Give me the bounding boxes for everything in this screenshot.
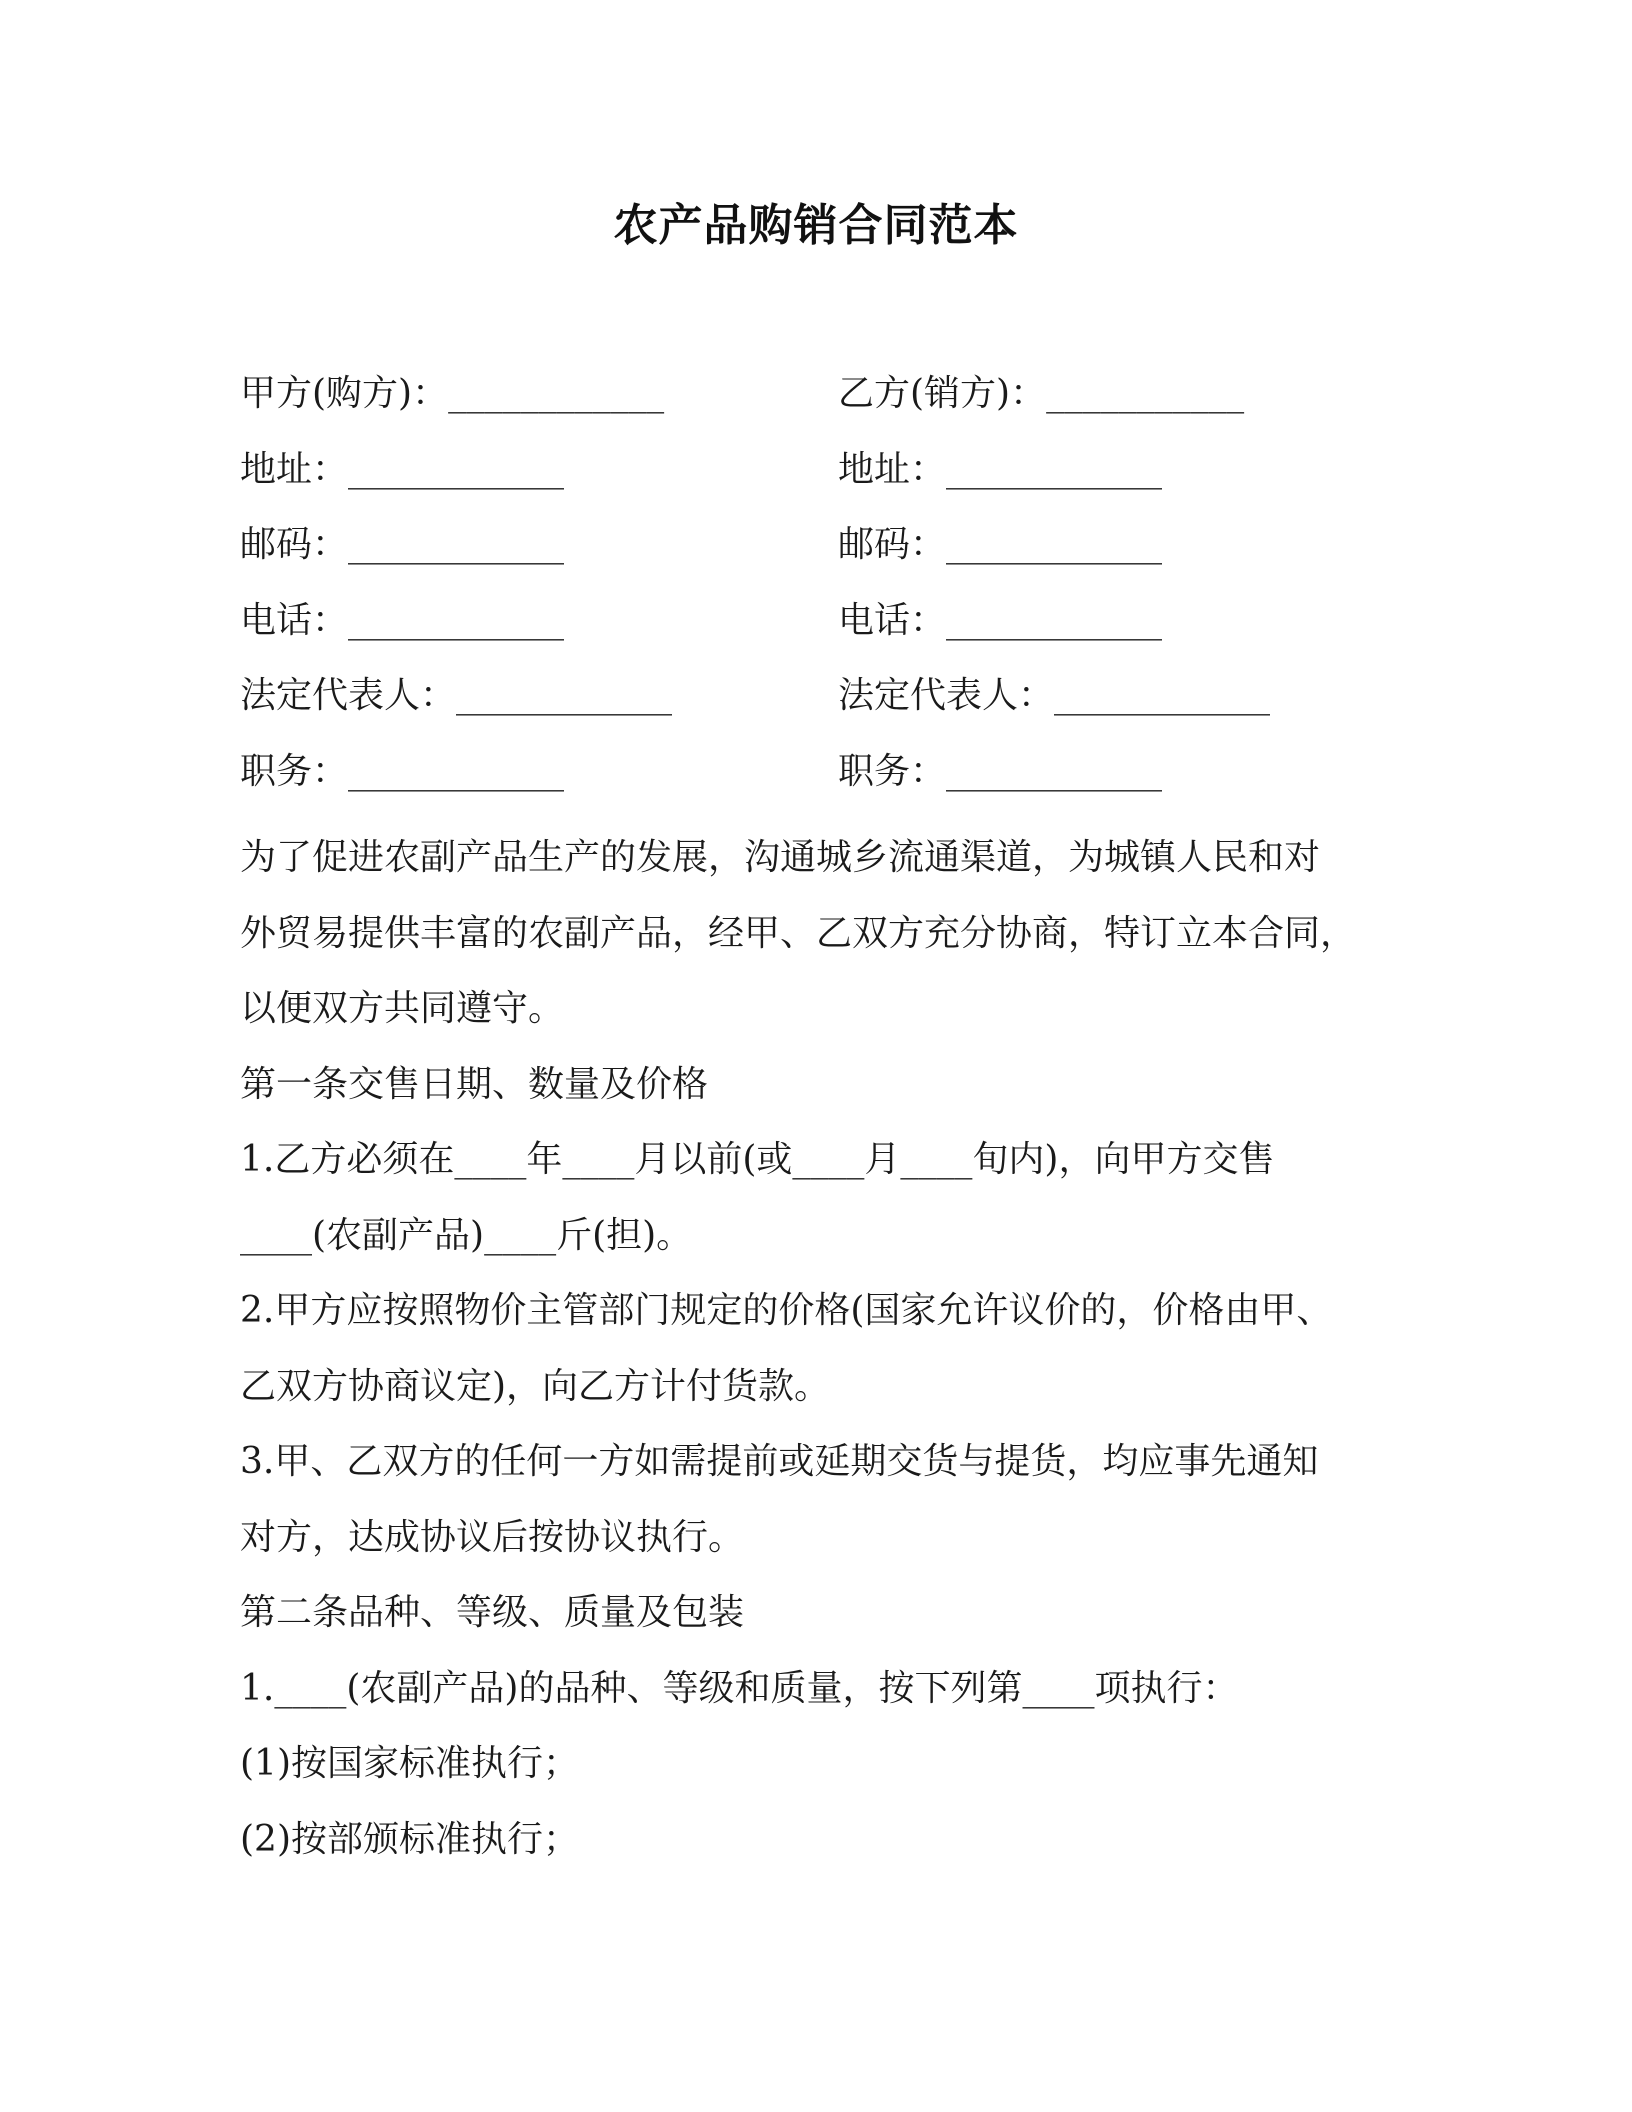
party-row-position xyxy=(240,744,1380,820)
seller-phone-field: 电话：____________ xyxy=(838,599,1163,641)
buyer-legal-rep-field: 法定代表人：____________ xyxy=(240,675,673,716)
article-2-heading: 第二条品种、等级、质量及包装 xyxy=(240,1592,745,1633)
seller-position-field: 职务：____________ xyxy=(838,750,1163,792)
contract-body xyxy=(240,820,1390,1877)
article-1-clause-line: 对方，达成协议后按协议执行。 xyxy=(240,1516,745,1558)
buyer-phone-field: 电话：____________ xyxy=(240,599,565,641)
document-title: 农产品购销合同范本 xyxy=(613,200,1019,251)
preamble-line: 以便双方共同遵守。 xyxy=(240,988,565,1029)
preamble-line: 外贸易提供丰富的农副产品，经甲、乙双方充分协商，特订立本合同， xyxy=(240,912,1357,954)
article-2-clause-line: 1.____(农副产品)的品种、等级和质量，按下列第____项执行： xyxy=(240,1667,1239,1709)
party-info-block xyxy=(240,366,1380,819)
article-1-clause-line: 乙双方协商议定)，向乙方计付货款。 xyxy=(240,1365,831,1407)
seller-legal-rep-field: 法定代表人：____________ xyxy=(838,675,1271,716)
article-1-heading: 第一条交售日期、数量及价格 xyxy=(240,1063,709,1105)
party-row-postcode xyxy=(240,517,1380,593)
party-row-legal-rep xyxy=(240,668,1380,744)
buyer-address-field: 地址：____________ xyxy=(240,448,565,490)
seller-name-field: 乙方(销方)：___________ xyxy=(838,373,1245,414)
seller-address-field: 地址：____________ xyxy=(838,448,1163,490)
article-2-clause-line: (2)按部颁标准执行； xyxy=(240,1818,579,1860)
seller-postcode-field: 邮码：____________ xyxy=(838,524,1163,565)
preamble-line: 为了促进农副产品生产的发展，沟通城乡流通渠道，为城镇人民和对 xyxy=(240,837,1321,878)
buyer-position-field: 职务：____________ xyxy=(240,750,565,792)
party-row-address xyxy=(240,442,1380,518)
article-1-clause-line: ____(农副产品)____斤(担)。 xyxy=(240,1214,693,1256)
article-1-clause-line: 2.甲方应按照物价主管部门规定的价格(国家允许议价的，价格由甲、 xyxy=(240,1290,1333,1331)
buyer-postcode-field: 邮码：____________ xyxy=(240,524,565,565)
article-1-clause-line: 3.甲、乙双方的任何一方如需提前或延期交货与提货，均应事先通知 xyxy=(240,1441,1319,1482)
article-1-clause-line: 1.乙方必须在____年____月以前(或____月____旬内)，向甲方交售 xyxy=(240,1139,1275,1180)
party-row-phone xyxy=(240,593,1380,669)
article-2-clause-line: (1)按国家标准执行； xyxy=(240,1743,579,1784)
party-row-name xyxy=(240,366,1380,442)
buyer-name-field: 甲方(购方)：____________ xyxy=(240,373,665,414)
